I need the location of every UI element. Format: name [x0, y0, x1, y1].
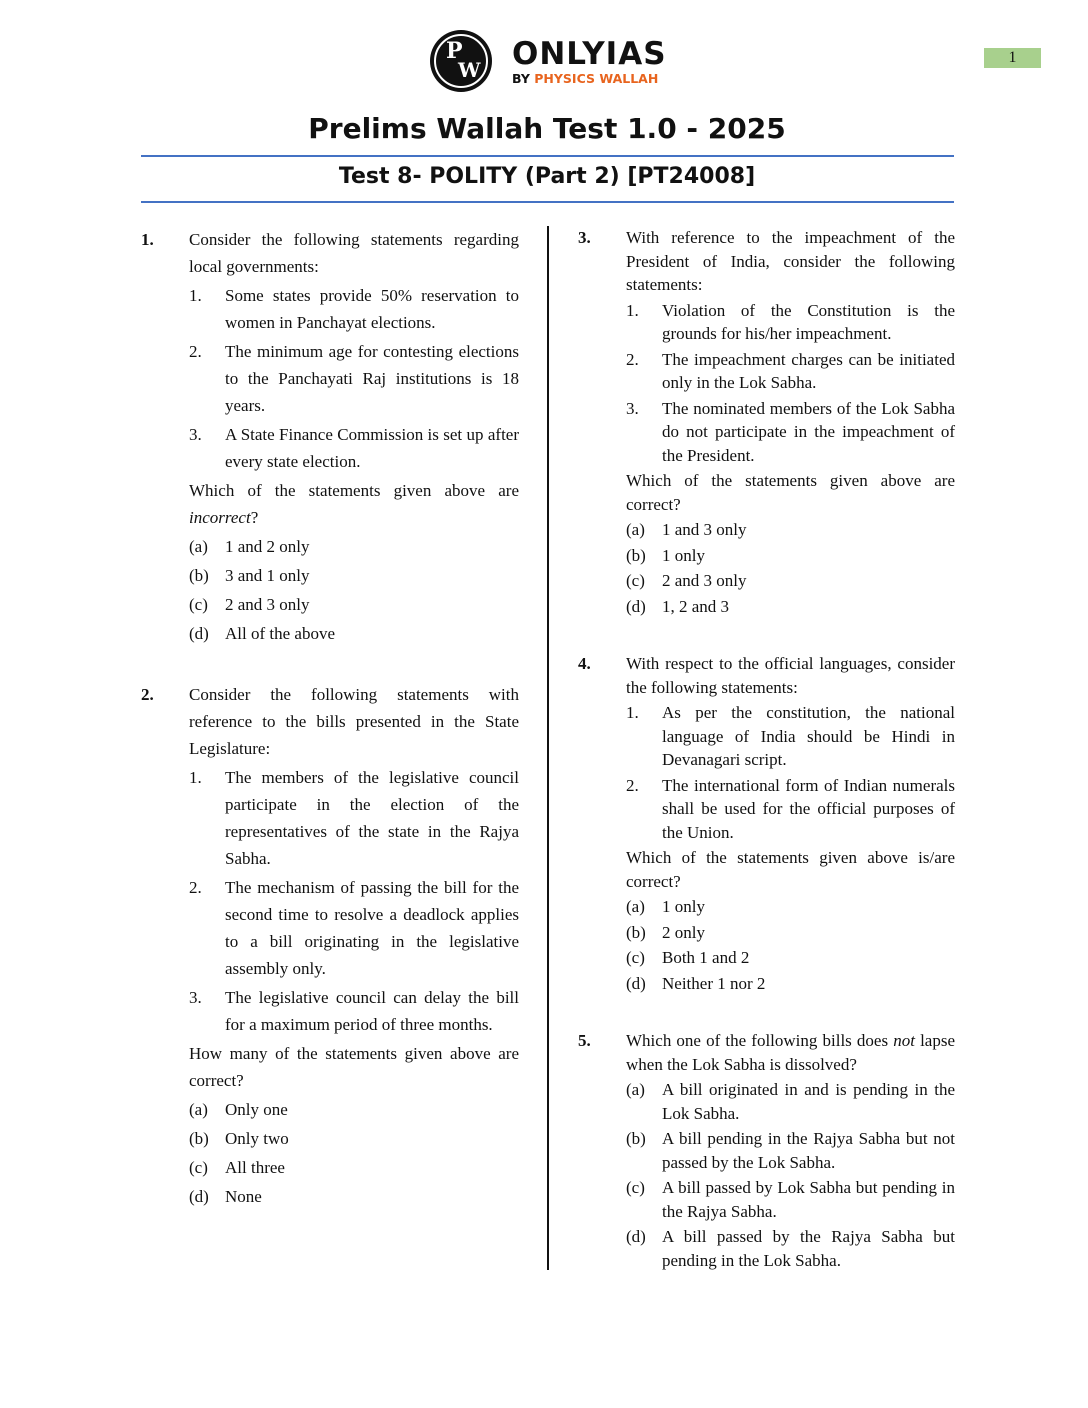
- option-a: (a) A bill originated in and is pending in the Lok Sabha.: [626, 1080, 955, 1123]
- option-b: (b) 3 and 1 only: [189, 566, 310, 585]
- option-a: (a) Only one: [189, 1100, 288, 1119]
- question-stem: Consider the following statements regarding local governments:: [189, 230, 519, 276]
- option-a: (a) 1 and 2 only: [189, 537, 310, 556]
- question-1: [141, 226, 519, 647]
- option-c: (c) A bill passed by Lok Sabha but pending in the Rajya Sabha.: [626, 1178, 955, 1221]
- option-b: (b) A bill pending in the Rajya Sabha but not passed by the Lok Sabha.: [626, 1129, 955, 1172]
- question-ask: Which of the statements given above is/are correct?: [626, 848, 955, 891]
- brand-name: ONLYIAS: [512, 35, 667, 72]
- statement: 1. Violation of the Constitution is the grounds for his/her impeachment.: [626, 300, 955, 343]
- page-number: 1: [984, 48, 1041, 68]
- right-column: [578, 226, 955, 1306]
- pw-letter-w: W: [458, 58, 481, 82]
- option-d: (d) All of the above: [189, 624, 335, 643]
- brand-byline: BY PHYSICS WALLAH: [512, 70, 659, 86]
- title-rule: [141, 155, 954, 157]
- question-number: 1.: [141, 230, 154, 249]
- option-a: (a) 1 and 3 only: [626, 520, 747, 539]
- option-b: (b) 1 only: [626, 545, 705, 565]
- statement: 2. The mechanism of passing the bill for the second time to resolve a deadlock applies to a bill originating in the legislative assembly only.: [189, 878, 519, 978]
- option-c: (c) All three: [189, 1158, 285, 1177]
- statement: 3. The legislative council can delay the bill for a maximum period of three months.: [189, 988, 519, 1034]
- question-number: 5.: [578, 1031, 591, 1050]
- option-c: (c) Both 1 and 2: [626, 948, 750, 967]
- question-stem: Consider the following statements with reference to the bills presented in the State Legislature:: [189, 685, 519, 758]
- statement: 1. The members of the legislative council participate in the election of the representatives of the state in the Rajya Sabha.: [189, 768, 519, 868]
- page-title: Prelims Wallah Test 1.0 - 2025: [308, 112, 786, 145]
- option-d: (d) Neither 1 nor 2: [626, 973, 766, 993]
- question-stem: With respect to the official languages, consider the following statements:: [626, 654, 955, 697]
- option-b: (b) Only two: [189, 1129, 289, 1148]
- question-3: [578, 226, 955, 618]
- option-c: (c) 2 and 3 only: [189, 595, 310, 614]
- statement: 3. The nominated members of the Lok Sabha do not participate in the impeachment of the President.: [626, 398, 955, 465]
- statement: 3. A State Finance Commission is set up after every state election.: [189, 425, 519, 471]
- statement: 2. The minimum age for contesting elections to the Panchayati Raj institutions is 18 years.: [189, 342, 519, 415]
- statement: 2. The international form of Indian numerals shall be used for the official purposes of the Union.: [626, 775, 955, 842]
- option-b: (b) 2 only: [626, 922, 705, 942]
- brand-logo: [430, 28, 667, 94]
- question-4: [578, 652, 955, 995]
- page-subtitle: Test 8- POLITY (Part 2) [PT24008]: [338, 164, 756, 189]
- pw-letter-p: P: [446, 38, 463, 64]
- question-number: 3.: [578, 228, 591, 247]
- question-stem: With reference to the impeachment of the President of India, consider the following statements:: [626, 228, 955, 294]
- question-2: [141, 681, 519, 1210]
- subtitle-rule: [141, 201, 954, 203]
- pw-logo-icon: [430, 30, 492, 92]
- left-column: [141, 226, 519, 1244]
- option-d: (d) 1, 2 and 3: [626, 596, 730, 616]
- question-stem: Which one of the following bills does not lapse when the Lok Sabha is dissolved?: [626, 1031, 956, 1074]
- question-ask: Which of the statements given above are incorrect?: [189, 481, 519, 527]
- option-a: (a) 1 only: [626, 897, 705, 916]
- question-number: 4.: [578, 654, 591, 673]
- statement: 1. As per the constitution, the national language of India should be Hindi in Devanagari script.: [626, 703, 955, 769]
- question-ask: How many of the statements given above are correct?: [189, 1044, 519, 1090]
- question-ask: Which of the statements given above are correct?: [626, 471, 955, 514]
- statement: 2. The impeachment charges can be initiated only in the Lok Sabha.: [626, 349, 955, 392]
- option-c: (c) 2 and 3 only: [626, 571, 747, 590]
- question-5: [578, 1029, 955, 1272]
- statement: 1. Some states provide 50% reservation to women in Panchayat elections.: [189, 286, 519, 332]
- column-divider: [547, 226, 549, 1270]
- option-d: (d) None: [189, 1187, 262, 1206]
- question-number: 2.: [141, 685, 154, 704]
- option-d: (d) A bill passed by the Rajya Sabha but pending in the Lok Sabha.: [626, 1227, 955, 1270]
